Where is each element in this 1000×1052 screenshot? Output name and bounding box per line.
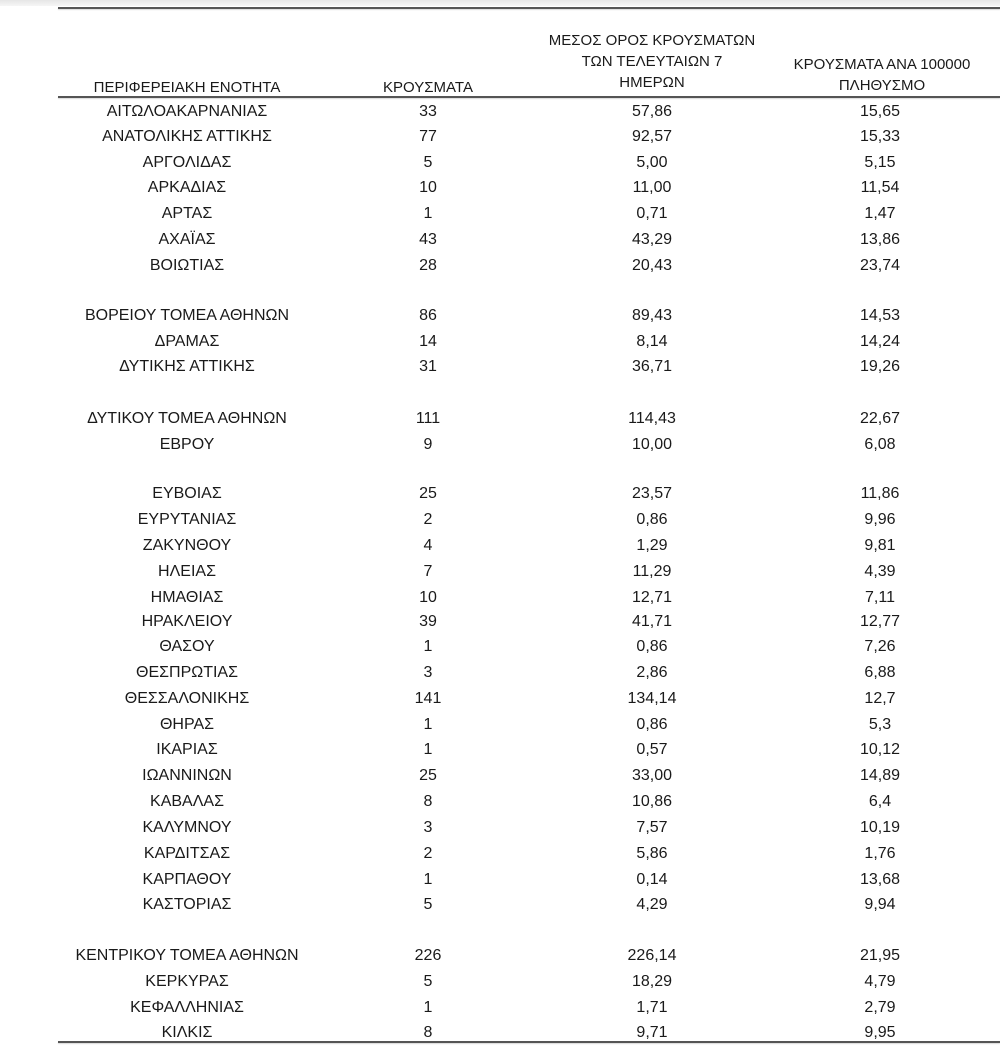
avg-7-days-cell: 114,43 <box>628 410 676 427</box>
cases-cell: 25 <box>419 767 437 784</box>
avg-7-days-cell: 2,86 <box>636 664 668 681</box>
region-cell: ΙΩΑΝΝΙΝΩΝ <box>142 767 232 784</box>
avg-7-days-cell: 11,29 <box>632 563 672 580</box>
avg-7-days-cell: 5,86 <box>636 845 668 862</box>
header-region: ΠΕΡΙΦΕΡΕΙΑΚΗ ΕΝΟΤΗΤΑ <box>93 79 281 96</box>
per-100k-cell: 23,74 <box>859 257 901 274</box>
header-per-line-1: ΚΡΟΥΣΜΑΤΑ ΑΝΑ 100000 <box>793 56 971 73</box>
per-100k-cell: 15,33 <box>859 128 901 145</box>
avg-7-days-cell: 20,43 <box>631 257 673 274</box>
avg-7-days-cell: 9,71 <box>636 1024 668 1041</box>
table-row <box>0 688 1000 710</box>
header-per-line-2: ΠΛΗΘΥΣΜΟ <box>838 77 926 94</box>
cases-cell: 8 <box>423 793 433 810</box>
cases-cell: 8 <box>423 1024 433 1041</box>
cases-cell: 31 <box>419 358 437 375</box>
cases-cell: 33 <box>419 103 437 120</box>
per-100k-cell: 1,76 <box>864 845 896 862</box>
region-cell: ΗΜΑΘΙΑΣ <box>150 589 224 606</box>
header-cases: ΚΡΟΥΣΜΑΤΑ <box>383 79 473 96</box>
cases-cell: 1 <box>423 716 433 733</box>
region-cell: ΚΑΣΤΟΡΙΑΣ <box>142 896 232 913</box>
per-100k-cell: 5,3 <box>868 716 892 733</box>
avg-7-days-cell: 7,57 <box>636 819 668 836</box>
per-100k-cell: 7,11 <box>865 589 895 606</box>
cases-cell: 9 <box>423 436 433 453</box>
cases-cell: 1 <box>423 638 433 655</box>
region-cell: ΚΕΦΑΛΛΗΝΙΑΣ <box>130 999 244 1016</box>
per-100k-cell: 12,7 <box>864 690 896 707</box>
table-row <box>0 255 1000 277</box>
table-row <box>0 229 1000 251</box>
cases-cell: 1 <box>423 999 433 1016</box>
avg-7-days-cell: 1,29 <box>636 537 668 554</box>
region-cell: ΕΒΡΟΥ <box>159 436 215 453</box>
region-cell: ΕΥΡΥΤΑΝΙΑΣ <box>137 511 237 528</box>
cases-cell: 43 <box>419 231 437 248</box>
region-cell: ΚΑΒΑΛΑΣ <box>150 793 224 810</box>
avg-7-days-cell: 33,00 <box>631 767 673 784</box>
region-cell: ΘΕΣΠΡΩΤΙΑΣ <box>136 664 238 681</box>
cases-cell: 1 <box>423 871 433 888</box>
header-avg-line-2: ΤΩΝ ΤΕΛΕΥΤΑΙΩΝ 7 <box>581 53 723 70</box>
header-avg-line-3: ΗΜΕΡΩΝ <box>619 74 685 91</box>
per-100k-cell: 7,26 <box>864 638 896 655</box>
cases-cell: 3 <box>423 664 433 681</box>
table-row <box>0 483 1000 505</box>
region-cell: ΑΙΤΩΛΟΑΚΑΡΝΑΝΙΑΣ <box>106 103 268 120</box>
per-100k-cell: 14,89 <box>859 767 901 784</box>
header-per-100k <box>764 54 1000 96</box>
region-cell: ΚΑΡΠΑΘΟΥ <box>142 871 232 888</box>
region-cell: ΚΑΛΥΜΝΟΥ <box>142 819 232 836</box>
cases-cell: 1 <box>423 741 433 758</box>
cases-cell: 10 <box>419 589 437 606</box>
avg-7-days-cell: 92,57 <box>631 128 673 145</box>
region-cell: ΚΕΡΚΥΡΑΣ <box>145 973 229 990</box>
per-100k-cell: 19,26 <box>859 358 901 375</box>
cases-cell: 39 <box>419 613 437 630</box>
region-cell: ΘΗΡΑΣ <box>159 716 215 733</box>
per-100k-cell: 9,94 <box>864 896 896 913</box>
cases-cell: 5 <box>423 973 433 990</box>
per-100k-cell: 2,79 <box>864 999 896 1016</box>
table-row <box>0 817 1000 839</box>
avg-7-days-cell: 11,00 <box>632 179 672 196</box>
per-100k-cell: 13,68 <box>859 871 901 888</box>
avg-7-days-cell: 0,57 <box>636 741 668 758</box>
table-row <box>0 305 1000 327</box>
table-row <box>0 843 1000 865</box>
per-100k-cell: 10,12 <box>859 741 901 758</box>
cases-cell: 111 <box>415 410 441 427</box>
region-cell: ΚΙΛΚΙΣ <box>161 1024 213 1041</box>
per-100k-cell: 22,67 <box>859 410 901 427</box>
avg-7-days-cell: 43,29 <box>631 231 673 248</box>
per-100k-cell: 14,53 <box>859 307 901 324</box>
cases-cell: 3 <box>423 819 433 836</box>
table-row <box>0 971 1000 993</box>
table-row <box>0 894 1000 916</box>
region-cell: ΔΡΑΜΑΣ <box>154 333 220 350</box>
avg-7-days-cell: 0,14 <box>636 871 668 888</box>
region-cell: ΗΡΑΚΛΕΙΟΥ <box>141 613 233 630</box>
avg-7-days-cell: 18,29 <box>631 973 673 990</box>
region-cell: ΚΕΝΤΡΙΚΟΥ ΤΟΜΕΑ ΑΘΗΝΩΝ <box>75 947 299 964</box>
per-100k-cell: 11,54 <box>860 179 900 196</box>
cases-cell: 86 <box>419 307 437 324</box>
per-100k-cell: 6,08 <box>864 436 896 453</box>
table-row <box>0 791 1000 813</box>
per-100k-cell: 9,96 <box>864 511 896 528</box>
avg-7-days-cell: 0,86 <box>636 511 668 528</box>
region-cell: ΑΧΑΪΑΣ <box>158 231 216 248</box>
table-row <box>0 561 1000 583</box>
table-row <box>0 152 1000 174</box>
per-100k-cell: 5,15 <box>864 154 896 171</box>
cases-cell: 1 <box>423 205 433 222</box>
region-cell: ΑΝΑΤΟΛΙΚΗΣ ΑΤΤΙΚΗΣ <box>102 128 272 145</box>
per-100k-cell: 6,4 <box>868 793 892 810</box>
table-row <box>0 101 1000 123</box>
table-row <box>0 535 1000 557</box>
cases-cell: 28 <box>419 257 437 274</box>
avg-7-days-cell: 12,71 <box>631 589 673 606</box>
per-100k-cell: 10,19 <box>859 819 901 836</box>
region-cell: ΑΡΚΑΔΙΑΣ <box>147 179 227 196</box>
per-100k-cell: 11,86 <box>860 485 900 502</box>
avg-7-days-cell: 5,00 <box>636 154 668 171</box>
table-row <box>0 997 1000 1019</box>
avg-7-days-cell: 0,71 <box>636 205 668 222</box>
cases-cell: 10 <box>419 179 437 196</box>
per-100k-cell: 4,79 <box>864 973 896 990</box>
per-100k-cell: 12,77 <box>859 613 901 630</box>
region-cell: ΙΚΑΡΙΑΣ <box>156 741 218 758</box>
cases-cell: 7 <box>423 563 433 580</box>
table-row <box>0 203 1000 225</box>
avg-7-days-cell: 0,86 <box>636 638 668 655</box>
region-cell: ΗΛΕΙΑΣ <box>158 563 216 580</box>
table-row <box>0 945 1000 967</box>
table-row <box>0 408 1000 430</box>
region-cell: ΒΟΙΩΤΙΑΣ <box>149 257 225 274</box>
cases-cell: 25 <box>419 485 437 502</box>
header-rule <box>58 96 1000 98</box>
per-100k-cell: 9,95 <box>864 1024 896 1041</box>
cases-cell: 2 <box>423 845 433 862</box>
per-100k-cell: 6,88 <box>864 664 896 681</box>
per-100k-cell: 21,95 <box>859 947 901 964</box>
table-row <box>0 126 1000 148</box>
header-avg-line-1: ΜΕΣΟΣ ΟΡΟΣ ΚΡΟΥΣΜΑΤΩΝ <box>548 32 756 49</box>
region-cell: ΚΑΡΔΙΤΣΑΣ <box>143 845 231 862</box>
avg-7-days-cell: 4,29 <box>636 896 668 913</box>
avg-7-days-cell: 41,71 <box>631 613 673 630</box>
cases-cell: 14 <box>419 333 437 350</box>
table-row <box>0 177 1000 199</box>
avg-7-days-cell: 10,86 <box>631 793 673 810</box>
region-cell: ΕΥΒΟΙΑΣ <box>152 485 222 502</box>
per-100k-cell: 4,39 <box>864 563 896 580</box>
avg-7-days-cell: 57,86 <box>631 103 673 120</box>
table-row <box>0 509 1000 531</box>
cases-cell: 226 <box>414 947 442 964</box>
table-bottom-rule <box>58 1041 1000 1043</box>
region-cell: ΖΑΚΥΝΘΟΥ <box>142 537 232 554</box>
table-row <box>0 356 1000 378</box>
table-row <box>0 611 1000 633</box>
cases-cell: 5 <box>423 896 433 913</box>
region-cell: ΑΡΓΟΛΙΔΑΣ <box>142 154 232 171</box>
per-100k-cell: 13,86 <box>859 231 901 248</box>
table-row <box>0 869 1000 891</box>
table-row <box>0 739 1000 761</box>
region-cell: ΑΡΤΑΣ <box>161 205 213 222</box>
table-row <box>0 765 1000 787</box>
avg-7-days-cell: 226,14 <box>627 947 677 964</box>
avg-7-days-cell: 0,86 <box>636 716 668 733</box>
cases-cell: 141 <box>414 690 442 707</box>
table-row <box>0 662 1000 684</box>
avg-7-days-cell: 8,14 <box>636 333 668 350</box>
avg-7-days-cell: 89,43 <box>631 307 673 324</box>
per-100k-cell: 1,47 <box>864 205 896 222</box>
cases-cell: 77 <box>419 128 437 145</box>
avg-7-days-cell: 36,71 <box>631 358 673 375</box>
avg-7-days-cell: 23,57 <box>631 485 673 502</box>
avg-7-days-cell: 10,00 <box>631 436 673 453</box>
table-top-rule <box>58 7 1000 9</box>
table-row <box>0 636 1000 658</box>
region-cell: ΘΕΣΣΑΛΟΝΙΚΗΣ <box>124 690 250 707</box>
table-row <box>0 587 1000 609</box>
per-100k-cell: 9,81 <box>864 537 896 554</box>
avg-7-days-cell: 134,14 <box>627 690 677 707</box>
table-row <box>0 331 1000 353</box>
avg-7-days-cell: 1,71 <box>636 999 668 1016</box>
cases-cell: 5 <box>423 154 433 171</box>
per-100k-cell: 14,24 <box>859 333 901 350</box>
region-cell: ΔΥΤΙΚΟΥ ΤΟΜΕΑ ΑΘΗΝΩΝ <box>87 410 287 427</box>
table-row <box>0 434 1000 456</box>
cases-cell: 2 <box>423 511 433 528</box>
viewer-top-edge <box>0 0 1000 6</box>
cases-cell: 4 <box>423 537 433 554</box>
table-row <box>0 714 1000 736</box>
region-cell: ΘΑΣΟΥ <box>159 638 215 655</box>
header-avg-7-days <box>532 30 772 93</box>
region-cell: ΒΟΡΕΙΟΥ ΤΟΜΕΑ ΑΘΗΝΩΝ <box>84 307 290 324</box>
per-100k-cell: 15,65 <box>859 103 901 120</box>
region-cell: ΔΥΤΙΚΗΣ ΑΤΤΙΚΗΣ <box>119 358 255 375</box>
